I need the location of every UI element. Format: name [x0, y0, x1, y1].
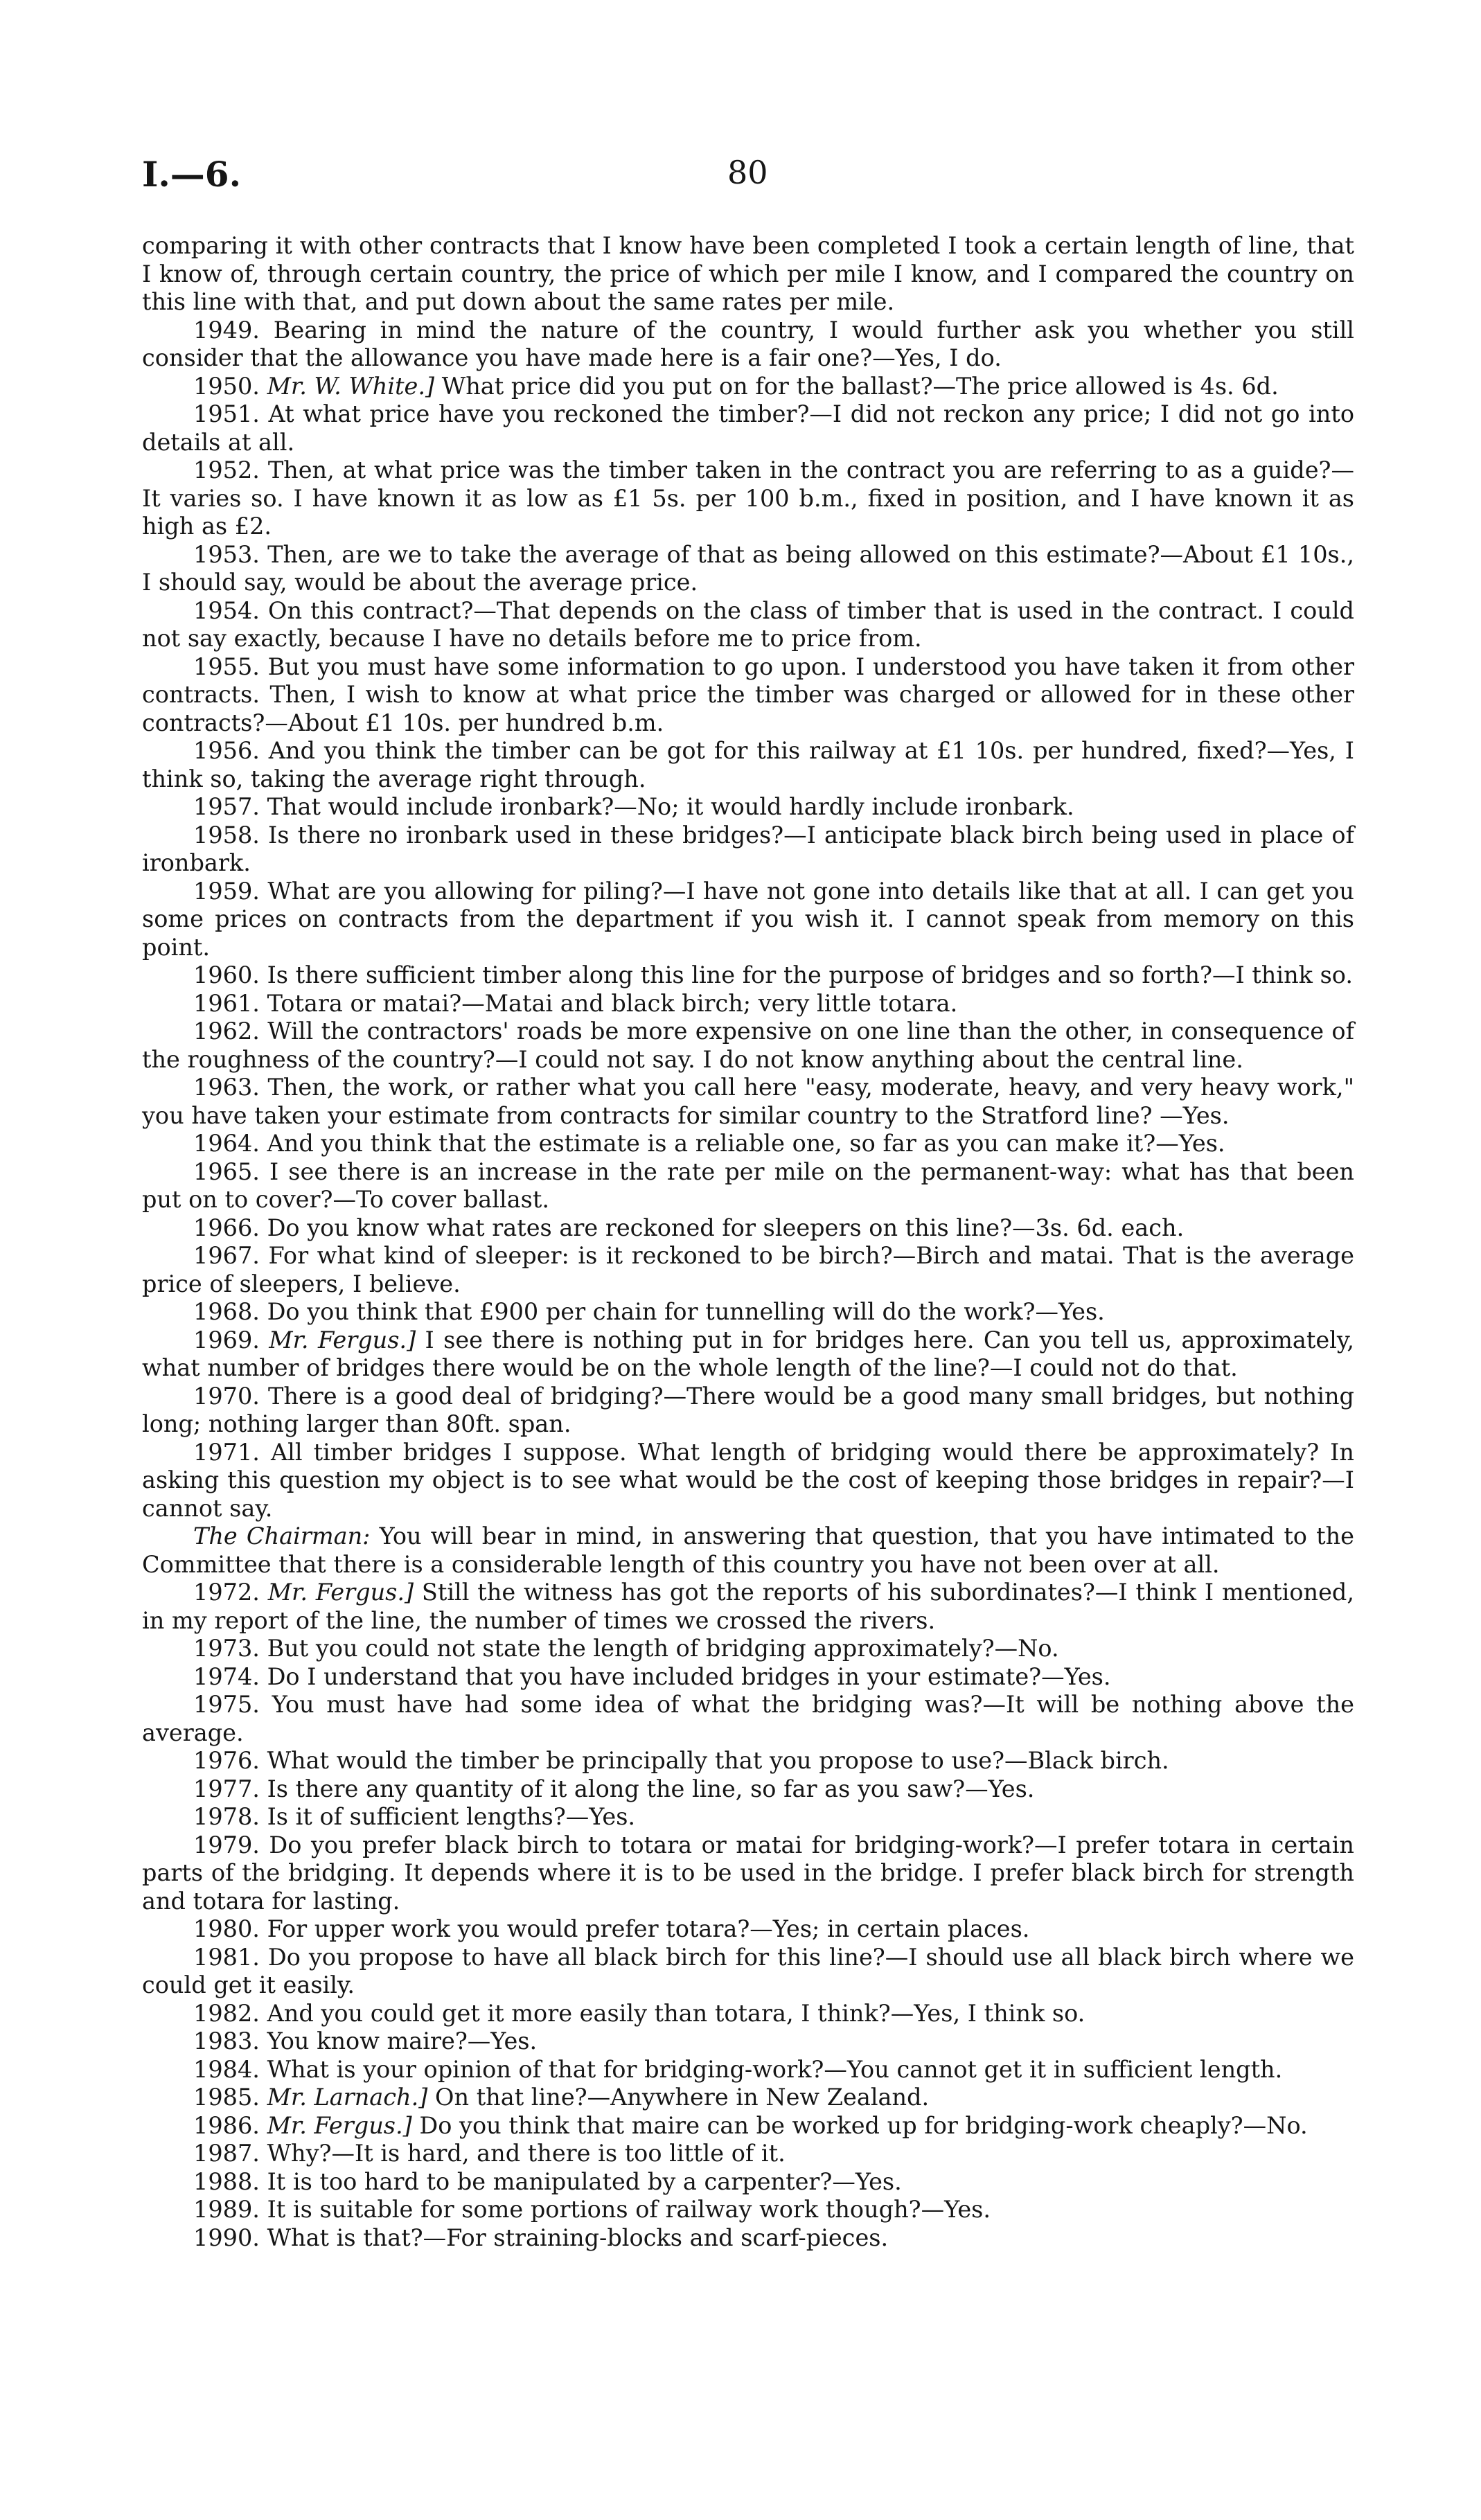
question-number: 1966.: [193, 1214, 260, 1241]
question-paragraph: [142, 822, 1354, 878]
question-number: 1988.: [193, 2167, 260, 2195]
question-paragraph: [142, 1635, 1354, 1663]
question-paragraph: [142, 1074, 1354, 1130]
question-paragraph: [142, 1663, 1354, 1692]
question-number: 1976.: [193, 1747, 260, 1774]
question-number: 1956.: [193, 737, 260, 764]
paragraph-text: Totara or matai?—Matai and black birch; very little totara.: [267, 989, 958, 1017]
question-paragraph: [142, 1944, 1354, 2000]
question-number: 1960.: [193, 961, 260, 988]
question-paragraph: [142, 1326, 1354, 1383]
question-number: 1967.: [193, 1242, 260, 1269]
question-paragraph: [142, 2224, 1354, 2253]
paragraph-text: And you think that the estimate is a reliable one, so far as you can make it?—Yes.: [267, 1130, 1225, 1157]
question-number: 1954.: [193, 596, 260, 624]
paragraph-text: On that line?—Anywhere in New Zealand.: [435, 2084, 930, 2111]
question-paragraph: [142, 653, 1354, 738]
paragraph-text: Still the witness has got the reports of his subordinates?—I think I mentioned, in my report of the line, the number of times we crossed the rivers.: [142, 1579, 1354, 1634]
question-paragraph: [142, 1018, 1354, 1074]
paragraph-text: What is your opinion of that for bridging-work?—You cannot get it in sufficient length.: [267, 2055, 1283, 2083]
paragraph-text: Is it of sufficient lengths?—Yes.: [267, 1803, 636, 1830]
speaker: Mr. Larnach.]: [267, 2084, 428, 2111]
paragraph-text: Is there any quantity of it along the line, so far as you saw?—Yes.: [267, 1775, 1035, 1802]
question-paragraph: [142, 1915, 1354, 1944]
question-paragraph: [142, 2000, 1354, 2028]
question-number: 1973.: [193, 1635, 260, 1662]
paragraph-text: Why?—It is hard, and there is too little of it.: [267, 2140, 786, 2167]
question-paragraph: [142, 1803, 1354, 1831]
evidence-text: [142, 232, 1354, 2252]
document-reference: I.—6.: [142, 154, 241, 195]
page-number: 80: [727, 154, 768, 191]
question-paragraph: [142, 1691, 1354, 1747]
paragraph-text: Then, the work, or rather what you call here "easy, moderate, heavy, and very heavy work," you have taken your estimate from contracts for similar country to the Stratford line? —Yes.: [142, 1074, 1354, 1129]
question-number: 1985.: [193, 2084, 260, 2111]
question-paragraph: [142, 2112, 1354, 2140]
paragraph-text: Do you think that maire can be worked up for bridging-work cheaply?—No.: [419, 2111, 1308, 2139]
paragraph-text: What are you allowing for piling?—I have not gone into details like that at all. I can get you some prices on contracts from the department if you wish it. I cannot speak from memory on this point.: [142, 877, 1354, 961]
paragraph-text: What is that?—For straining-blocks and scarf-pieces.: [267, 2224, 889, 2251]
question-number: 1990.: [193, 2224, 260, 2251]
question-number: 1974.: [193, 1662, 260, 1690]
question-number: 1984.: [193, 2055, 260, 2083]
paragraph-text: What would the timber be principally that you propose to use?—Black birch.: [267, 1747, 1169, 1774]
paragraph-text: On this contract?—That depends on the class of timber that is used in the contract. I could not say exactly, because I have no details before me to price from.: [142, 596, 1354, 652]
question-paragraph: [142, 1383, 1354, 1439]
question-number: 1979.: [193, 1831, 260, 1858]
question-number: 1981.: [193, 1943, 260, 1971]
question-paragraph: [142, 737, 1354, 793]
paragraph-text: For what kind of sleeper: is it reckoned to be birch?—Birch and matai. That is the average price of sleepers, I believe.: [142, 1242, 1354, 1297]
paragraph-text: You will bear in mind, in answering that question, that you have intimated to the Committee that there is a considerable length of this country you have not been over at all.: [142, 1523, 1354, 1578]
speaker: Mr. Fergus.]: [269, 1326, 416, 1354]
paragraph-text: And you could get it more easily than totara, I think?—Yes, I think so.: [267, 1999, 1085, 2027]
question-number: 1963.: [193, 1074, 260, 1101]
question-paragraph: [142, 1775, 1354, 1804]
paragraph-text: But you could not state the length of bridging approximately?—No.: [267, 1635, 1059, 1662]
question-number: 1957.: [193, 793, 260, 820]
question-paragraph: [142, 1439, 1354, 1523]
paragraph-text: Then, at what price was the timber taken in the contract you are referring to as a guide?—It varies so. I have known it as low as £1 5s. per 100 b.m., fixed in position, and I have known it as high as £2.: [142, 456, 1354, 540]
question-number: 1961.: [193, 989, 260, 1017]
paragraph: [142, 1523, 1354, 1579]
paragraph-text: You know maire?—Yes.: [267, 2027, 538, 2055]
paragraph-text: Do you know what rates are reckoned for sleepers on this line?—3s. 6d. each.: [267, 1214, 1185, 1241]
question-number: 1971.: [193, 1438, 260, 1466]
question-number: 1953.: [193, 540, 260, 568]
question-paragraph: [142, 1158, 1354, 1214]
paragraph-text: Bearing in mind the nature of the country, I would further ask you whether you still consider that the allowance you have made here is a fair one?—Yes, I do.: [142, 316, 1355, 371]
question-paragraph: [142, 373, 1354, 401]
question-number: 1989.: [193, 2196, 260, 2223]
question-number: 1982.: [193, 1999, 260, 2027]
question-paragraph: [142, 2084, 1354, 2112]
question-paragraph: [142, 1579, 1354, 1635]
speaker: Mr. Fergus.]: [267, 1579, 414, 1606]
paragraph-text: Is there sufficient timber along this line for the purpose of bridges and so forth?—I think so.: [267, 961, 1354, 988]
question-paragraph: [142, 2056, 1354, 2084]
page-header: [142, 154, 1354, 216]
paragraph-text: All timber bridges I suppose. What length of bridging would there be approximately? In asking this question my object is to see what would be the cost of keeping those bridges in repair?—I cannot say.: [142, 1438, 1354, 1522]
question-number: 1959.: [193, 877, 260, 905]
question-number: 1964.: [193, 1130, 260, 1157]
question-number: 1969.: [193, 1326, 260, 1354]
question-paragraph: [142, 990, 1354, 1018]
question-paragraph: [142, 1298, 1354, 1326]
question-paragraph: [142, 961, 1354, 990]
question-paragraph: [142, 2140, 1354, 2168]
question-number: 1978.: [193, 1803, 260, 1830]
paragraph-text: Will the contractors' roads be more expensive on one line than the other, in consequence of the roughness of the country?—I could not say. I do not know anything about the central line.: [142, 1018, 1354, 1073]
speaker: The Chairman:: [193, 1523, 371, 1550]
question-paragraph: [142, 317, 1354, 373]
paragraph-text: Do I understand that you have included bridges in your estimate?—Yes.: [267, 1662, 1111, 1690]
question-paragraph: [142, 1130, 1354, 1158]
paragraph-text: That would include ironbark?—No; it would hardly include ironbark.: [267, 793, 1074, 820]
paragraph-text: Is there no ironbark used in these bridges?—I anticipate black birch being used in place of ironbark.: [142, 821, 1354, 876]
question-paragraph: [142, 2027, 1354, 2056]
paragraph-text: There is a good deal of bridging?—There would be a good many small bridges, but nothing long; nothing larger than 80ft. span.: [142, 1382, 1354, 1437]
question-number: 1965.: [193, 1157, 260, 1185]
paragraph-text: Then, are we to take the average of that as being allowed on this estimate?—About £1 10s., I should say, would be about the average price.: [142, 540, 1354, 596]
question-paragraph: [142, 2168, 1354, 2197]
question-number: 1955.: [193, 653, 260, 680]
speaker: Mr. W. White.]: [267, 372, 435, 400]
paragraph-text: What price did you put on for the ballast?—The price allowed is 4s. 6d.: [441, 372, 1279, 400]
paragraph-text: But you must have some information to go upon. I understood you have taken it from other contracts. Then, I wish to know at what price the timber was charged or allowed for in these other contracts?—About £1 10s. per hundred b.m.: [142, 653, 1354, 736]
question-number: 1952.: [193, 456, 260, 483]
question-paragraph: [142, 1214, 1354, 1243]
question-number: 1950.: [193, 372, 260, 400]
question-number: 1962.: [193, 1018, 260, 1045]
question-number: 1958.: [193, 821, 260, 849]
question-paragraph: [142, 1242, 1354, 1298]
paragraph-text: Do you prefer black birch to totara or matai for bridging-work?—I prefer totara in certain parts of the bridging. It depends where it is to be used in the bridge. I prefer black birch for strength and totara for lasting.: [142, 1831, 1354, 1915]
question-paragraph: [142, 541, 1354, 597]
paragraph-text: I see there is nothing put in for bridges here. Can you tell us, approximately, what number of bridges there would be on the whole length of the line?—I could not do that.: [142, 1326, 1354, 1381]
paragraph-text: I see there is an increase in the rate per mile on the permanent-way: what has that been put on to cover?—To cover ballast.: [142, 1157, 1354, 1213]
question-paragraph: [142, 2196, 1354, 2224]
question-number: 1986.: [193, 2111, 260, 2139]
question-paragraph: [142, 1831, 1354, 1916]
paragraph-text: At what price have you reckoned the timber?—I did not reckon any price; I did not go into details at all.: [142, 400, 1354, 456]
question-number: 1970.: [193, 1382, 260, 1410]
question-paragraph: [142, 597, 1354, 653]
paragraph-text: You must have had some idea of what the bridging was?—It will be nothing above the average.: [142, 1691, 1354, 1746]
paragraph-text: comparing it with other contracts that I know have been completed I took a certain length of line, that I know of, through certain country, the price of which per mile I know, and I compared the country on this line with that, and put down about the same rates per mile.: [142, 232, 1354, 315]
question-number: 1977.: [193, 1775, 260, 1802]
question-number: 1951.: [193, 400, 260, 427]
question-number: 1972.: [193, 1579, 260, 1606]
paragraph-text: Do you propose to have all black birch for this line?—I should use all black birch where we could get it easily.: [142, 1943, 1354, 1998]
paragraph: [142, 232, 1354, 317]
question-number: 1980.: [193, 1915, 260, 1942]
paragraph-text: For upper work you would prefer totara?—Yes; in certain places.: [267, 1915, 1030, 1942]
question-paragraph: [142, 793, 1354, 822]
question-paragraph: [142, 456, 1354, 541]
question-number: 1987.: [193, 2140, 260, 2167]
question-paragraph: [142, 878, 1354, 962]
question-number: 1983.: [193, 2027, 260, 2055]
question-paragraph: [142, 1747, 1354, 1775]
paragraph-text: And you think the timber can be got for this railway at £1 10s. per hundred, fixed?—Yes, I think so, taking the average right through.: [142, 737, 1354, 792]
question-number: 1949.: [193, 316, 260, 344]
question-number: 1975.: [193, 1691, 260, 1718]
paragraph-text: Do you think that £900 per chain for tunnelling will do the work?—Yes.: [267, 1298, 1105, 1325]
paragraph-text: It is suitable for some portions of railway work though?—Yes.: [267, 2196, 991, 2223]
question-number: 1968.: [193, 1298, 260, 1325]
paragraph-text: It is too hard to be manipulated by a carpenter?—Yes.: [267, 2167, 902, 2195]
speaker: Mr. Fergus.]: [267, 2111, 412, 2139]
question-paragraph: [142, 400, 1354, 456]
